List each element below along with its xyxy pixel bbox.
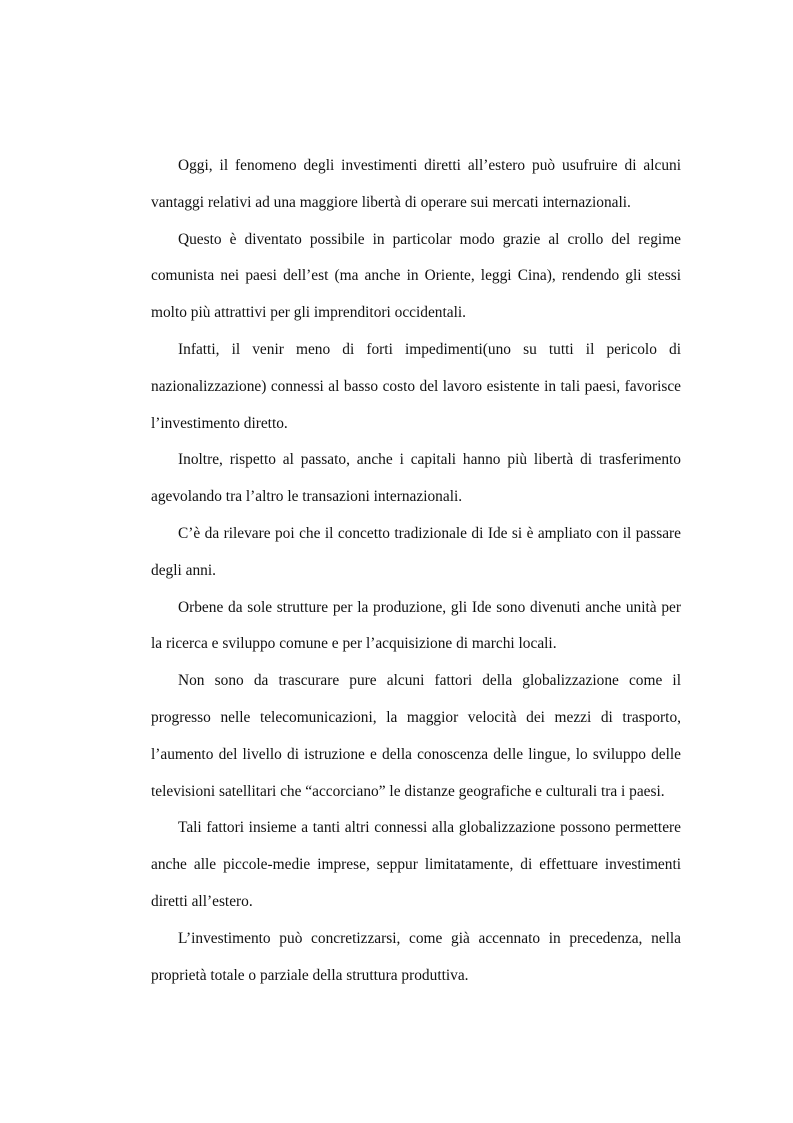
paragraph-3: Infatti, il venir meno di forti impedimenti(uno su tutti il pericolo di nazionalizzazione) connessi al basso costo del lavoro esistente in tali paesi, favorisce l’investimento diretto. bbox=[151, 340, 681, 432]
paragraph-2: Questo è diventato possibile in particolar modo grazie al crollo del regime comunista nei paesi dell’est (ma anche in Oriente, leggi Cina), rendendo gli stessi molto più attrattivi per gli imprenditori occidentali. bbox=[151, 230, 681, 322]
body-text bbox=[151, 148, 681, 994]
paragraph-6: Orbene da sole strutture per la produzione, gli Ide sono divenuti anche unità per la ricerca e sviluppo comune e per l’acquisizione di marchi locali. bbox=[151, 598, 681, 653]
paragraph-8: Tali fattori insieme a tanti altri connessi alla globalizzazione possono permettere anche alle piccole-medie imprese, seppur limitatamente, di effettuare investimenti diretti all’estero. bbox=[151, 819, 681, 910]
paragraph-4: Inoltre, rispetto al passato, anche i capitali hanno più libertà di trasferimento agevolando tra l’altro le transazioni internazionali. bbox=[151, 451, 681, 506]
paragraph-9: L’investimento può concretizzarsi, come già accennato in precedenza, nella proprietà totale o parziale della struttura produttiva. bbox=[151, 929, 681, 984]
paragraph-5: C’è da rilevare poi che il concetto tradizionale di Ide si è ampliato con il passare degli anni. bbox=[151, 524, 681, 579]
paragraph-1: Oggi, il fenomeno degli investimenti diretti all’estero può usufruire di alcuni vantaggi relativi ad una maggiore libertà di operare sui mercati internazionali. bbox=[151, 157, 681, 211]
paragraph-7: Non sono da trascurare pure alcuni fattori della globalizzazione come il progresso nelle telecomunicazioni, la maggior velocità dei mezzi di trasporto, l’aumento del livello di istruzione e della conoscenza delle lingue, lo sviluppo delle televisioni satellitari che “accorciano” le distanze geografiche e culturali tra i paesi. bbox=[151, 672, 681, 800]
